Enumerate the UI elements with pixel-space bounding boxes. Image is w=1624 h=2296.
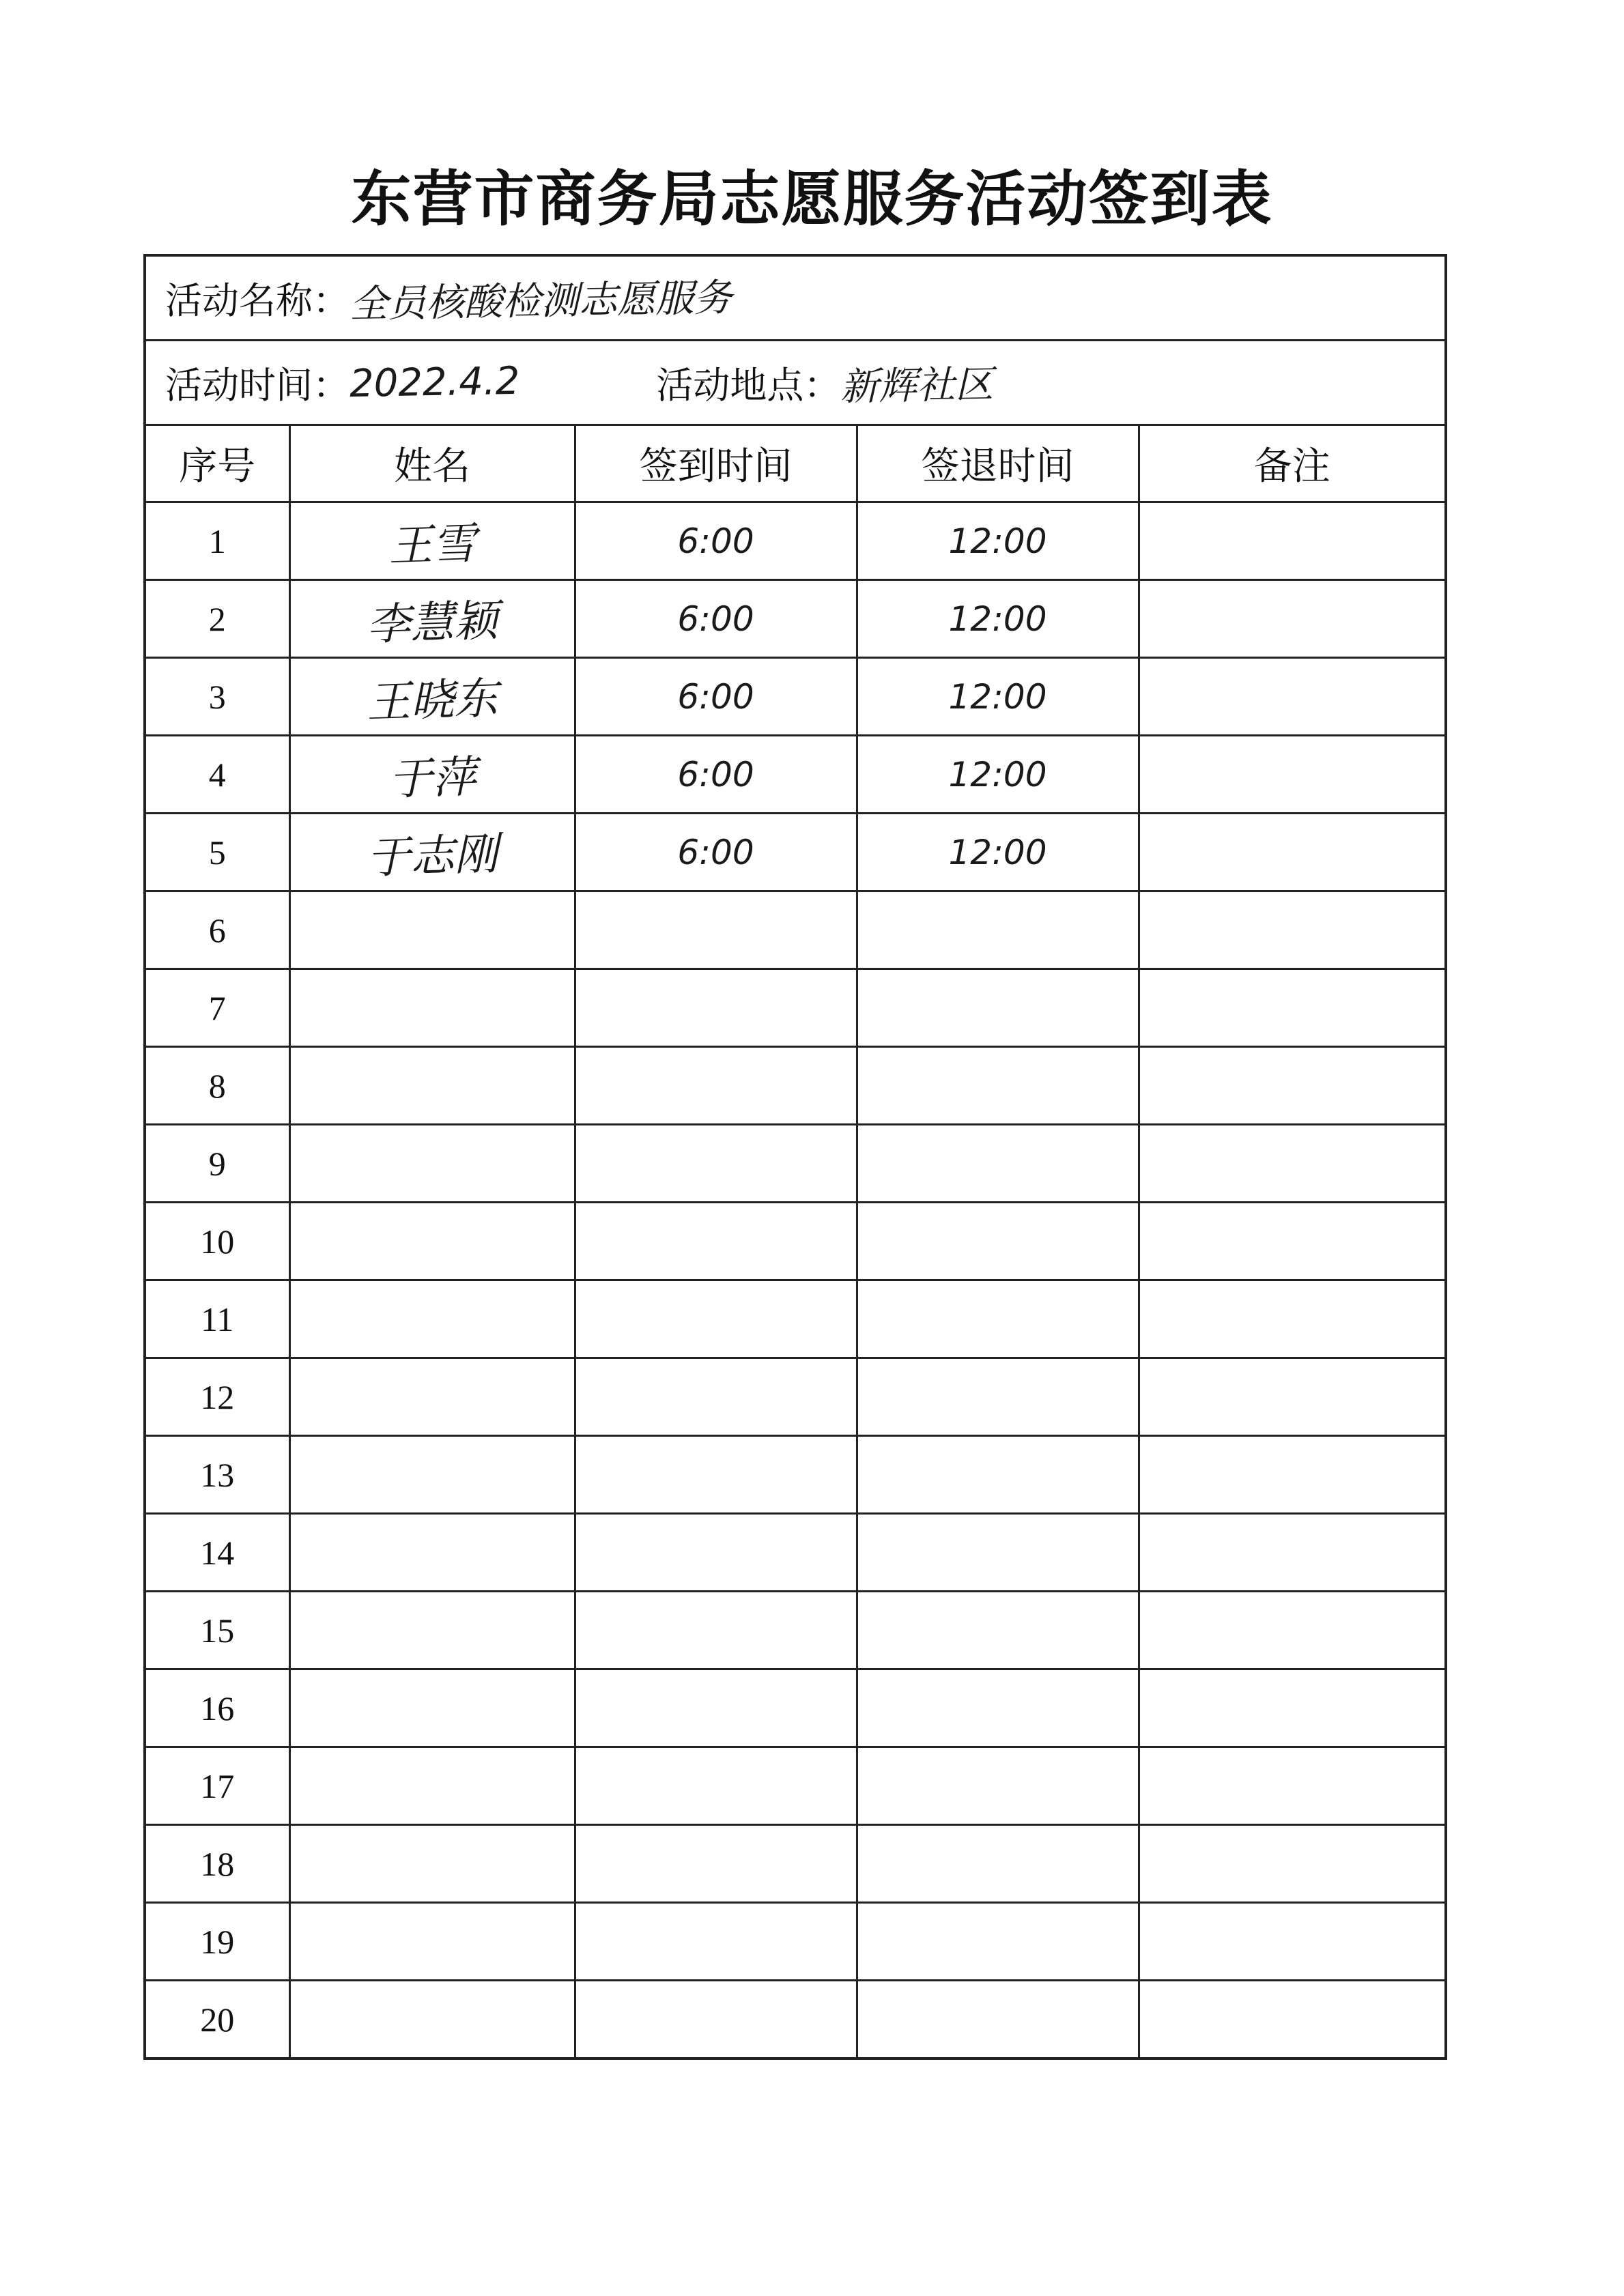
signature-name: 于志刚	[365, 829, 499, 884]
row-sign-out	[857, 1669, 1139, 1747]
row-seq: 13	[146, 1436, 289, 1514]
row-note	[1139, 1981, 1444, 2058]
row-note	[1139, 1436, 1444, 1514]
row-name	[289, 1047, 575, 1125]
row-sign-in: 6:00	[575, 502, 857, 580]
row-seq: 1	[146, 502, 289, 580]
row-sign-in	[575, 1047, 857, 1125]
row-seq: 20	[146, 1981, 289, 2058]
row-sign-in	[575, 1203, 857, 1280]
row-note	[1139, 1747, 1444, 1825]
row-sign-in	[575, 1125, 857, 1203]
row-sign-out	[857, 1203, 1139, 1280]
row-note	[1139, 1592, 1444, 1669]
row-sign-in	[575, 1358, 857, 1436]
row-seq: 2	[146, 580, 289, 658]
row-seq: 11	[146, 1280, 289, 1358]
row-seq: 9	[146, 1125, 289, 1203]
row-sign-out	[857, 1747, 1139, 1825]
row-sign-out: 12:00	[857, 814, 1139, 891]
row-name	[289, 1903, 575, 1981]
header-note: 备注	[1139, 426, 1444, 502]
row-seq: 7	[146, 969, 289, 1047]
row-seq: 12	[146, 1358, 289, 1436]
row-name	[289, 736, 575, 814]
row-sign-out	[857, 1280, 1139, 1358]
row-name	[289, 1125, 575, 1203]
table-row	[146, 1903, 1444, 1981]
table-row	[146, 580, 1444, 658]
row-sign-out	[857, 1981, 1139, 2058]
row-sign-in	[575, 1903, 857, 1981]
activity-name-row	[146, 257, 1444, 341]
table-row	[146, 736, 1444, 814]
header-sign-in: 签到时间	[575, 426, 857, 502]
row-seq: 19	[146, 1903, 289, 1981]
row-name	[289, 580, 575, 658]
activity-time-place-row	[146, 341, 1444, 426]
row-name	[289, 891, 575, 969]
row-name	[289, 1981, 575, 2058]
signature-name: 王雪	[387, 518, 477, 572]
row-seq: 10	[146, 1203, 289, 1280]
signature-name: 于萍	[387, 751, 477, 805]
activity-name-label: 活动名称：	[165, 279, 350, 322]
row-sign-out: 12:00	[857, 658, 1139, 736]
row-note	[1139, 580, 1444, 658]
row-seq: 15	[146, 1592, 289, 1669]
row-seq: 18	[146, 1825, 289, 1903]
table-row	[146, 1514, 1444, 1592]
row-sign-in	[575, 1514, 857, 1592]
row-sign-out	[857, 1903, 1139, 1981]
table-row	[146, 1047, 1444, 1125]
row-sign-out	[857, 1125, 1139, 1203]
row-note	[1139, 969, 1444, 1047]
table-header-row	[146, 426, 1444, 502]
table-row	[146, 1280, 1444, 1358]
row-name	[289, 1669, 575, 1747]
table-row	[146, 1981, 1444, 2058]
row-sign-out	[857, 891, 1139, 969]
row-note	[1139, 1514, 1444, 1592]
table-row	[146, 1358, 1444, 1436]
row-note	[1139, 1203, 1444, 1280]
row-sign-out	[857, 969, 1139, 1047]
header-seq: 序号	[146, 426, 289, 502]
row-note	[1139, 814, 1444, 891]
table-row	[146, 891, 1444, 969]
row-name	[289, 1358, 575, 1436]
row-seq: 8	[146, 1047, 289, 1125]
row-note	[1139, 1903, 1444, 1981]
row-seq: 14	[146, 1514, 289, 1592]
activity-name-value: 全员核酸检测志愿服务	[349, 275, 732, 327]
row-seq: 5	[146, 814, 289, 891]
row-name	[289, 658, 575, 736]
table-row	[146, 1125, 1444, 1203]
row-seq: 4	[146, 736, 289, 814]
table-row	[146, 1747, 1444, 1825]
header-name: 姓名	[289, 426, 575, 502]
table-row	[146, 1203, 1444, 1280]
activity-place-value: 新辉社区	[840, 362, 995, 410]
row-seq: 16	[146, 1669, 289, 1747]
table-row	[146, 658, 1444, 736]
row-sign-in: 6:00	[575, 736, 857, 814]
row-name	[289, 1280, 575, 1358]
row-name	[289, 969, 575, 1047]
activity-time-value: 2022.4.2	[349, 358, 520, 407]
row-seq: 17	[146, 1747, 289, 1825]
activity-time-label: 活动时间：	[165, 364, 350, 407]
row-sign-out	[857, 1436, 1139, 1514]
row-note	[1139, 658, 1444, 736]
header-sign-out: 签退时间	[857, 426, 1139, 502]
row-sign-in	[575, 1981, 857, 2058]
row-note	[1139, 891, 1444, 969]
signature-name: 李慧颖	[365, 595, 499, 650]
row-name	[289, 1436, 575, 1514]
row-name	[289, 814, 575, 891]
row-note	[1139, 502, 1444, 580]
attendance-table	[146, 426, 1444, 2057]
row-sign-in	[575, 969, 857, 1047]
row-note	[1139, 1125, 1444, 1203]
row-seq: 6	[146, 891, 289, 969]
row-note	[1139, 1669, 1444, 1747]
row-sign-in	[575, 1280, 857, 1358]
table-row	[146, 814, 1444, 891]
row-sign-in	[575, 891, 857, 969]
row-note	[1139, 736, 1444, 814]
row-sign-in	[575, 1825, 857, 1903]
table-row	[146, 502, 1444, 580]
row-sign-out	[857, 1358, 1139, 1436]
table-row	[146, 969, 1444, 1047]
row-name	[289, 1592, 575, 1669]
row-sign-in: 6:00	[575, 580, 857, 658]
row-sign-out	[857, 1514, 1139, 1592]
row-sign-in	[575, 1436, 857, 1514]
table-body	[146, 502, 1444, 2058]
table-row	[146, 1436, 1444, 1514]
row-name	[289, 1514, 575, 1592]
row-sign-out: 12:00	[857, 580, 1139, 658]
row-sign-in	[575, 1592, 857, 1669]
activity-place-label: 活动地点：	[656, 364, 841, 407]
row-name	[289, 1203, 575, 1280]
row-name	[289, 1747, 575, 1825]
row-name	[289, 1825, 575, 1903]
row-note	[1139, 1825, 1444, 1903]
row-sign-out	[857, 1592, 1139, 1669]
row-sign-in	[575, 1747, 857, 1825]
row-sign-out	[857, 1825, 1139, 1903]
row-note	[1139, 1047, 1444, 1125]
row-sign-out	[857, 1047, 1139, 1125]
row-note	[1139, 1358, 1444, 1436]
signature-name: 王晓东	[365, 673, 499, 728]
row-sign-out: 12:00	[857, 736, 1139, 814]
row-sign-in: 6:00	[575, 658, 857, 736]
table-row	[146, 1825, 1444, 1903]
row-sign-in	[575, 1669, 857, 1747]
sign-in-sheet	[143, 254, 1447, 2060]
row-sign-out: 12:00	[857, 502, 1139, 580]
row-sign-in: 6:00	[575, 814, 857, 891]
table-row	[146, 1669, 1444, 1747]
row-note	[1139, 1280, 1444, 1358]
table-row	[146, 1592, 1444, 1669]
row-seq: 3	[146, 658, 289, 736]
row-name	[289, 502, 575, 580]
page-title: 东营市商务局志愿服务活动签到表	[351, 163, 1273, 234]
